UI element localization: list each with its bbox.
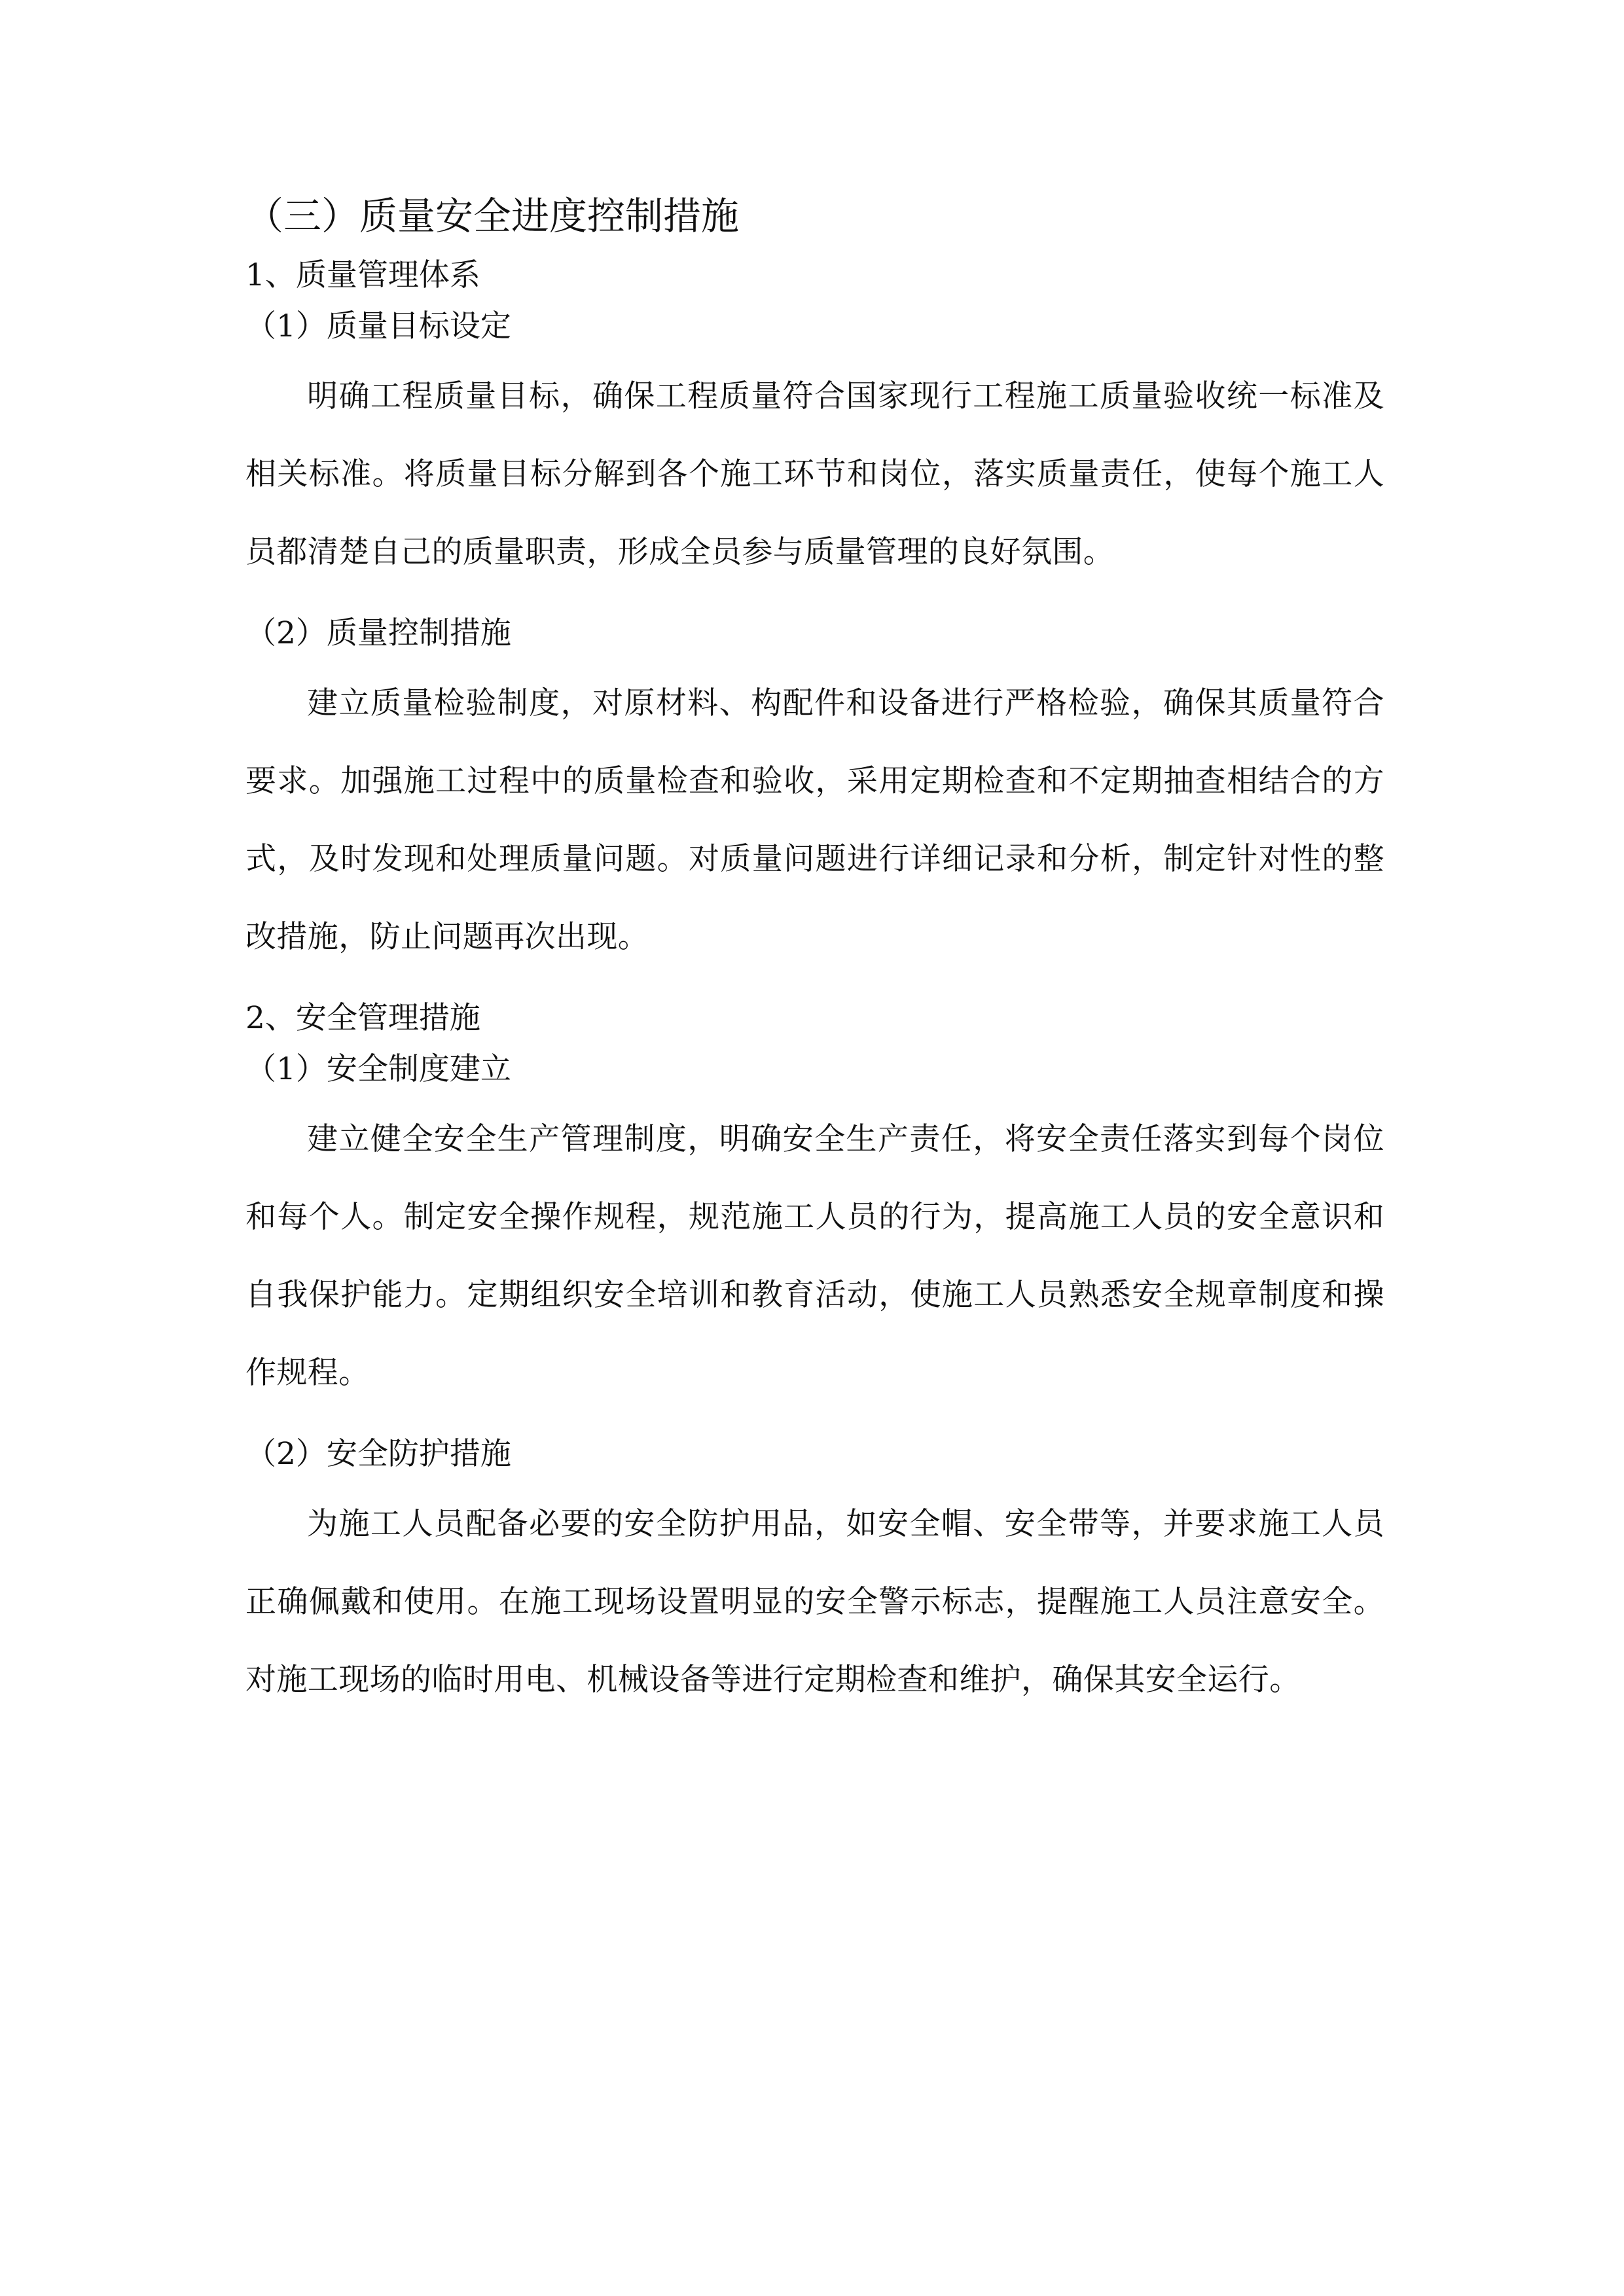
subsection-heading-quality-control: （2）质量控制措施 — [245, 615, 511, 651]
paragraph-safety-protection: 为施工人员配备必要的安全防护用品，如安全帽、安全带等，并要求施工人员正确佩戴和使用。在施工现场设置明显的安全警示标志，提醒施工人员注意安全。对施工现场的临时用电、机械设备等进行定期检查和维护，确保其安全运行。 — [245, 1506, 1384, 1698]
subsection-heading-safety-protection: （2）安全防护措施 — [245, 1436, 511, 1472]
section-heading-safety: 2、安全管理措施 — [245, 1000, 480, 1036]
subsection-heading-quality-goal: （1）质量目标设定 — [245, 308, 511, 344]
subsection-heading-safety-system: （1）安全制度建立 — [245, 1051, 511, 1087]
document-title: （三）质量安全进度控制措施 — [245, 194, 740, 238]
paragraph-quality-goal: 明确工程质量目标，确保工程质量符合国家现行工程施工质量验收统一标准及相关标准。将质量目标分解到各个施工环节和岗位，落实质量责任，使每个施工人员都清楚自己的质量职责，形成全员参与质量管理的良好氛围。 — [245, 378, 1384, 570]
paragraph-quality-control: 建立质量检验制度，对原材料、构配件和设备进行严格检验，确保其质量符合要求。加强施工过程中的质量检查和验收，采用定期检查和不定期抽查相结合的方式，及时发现和处理质量问题。对质量问题进行详细记录和分析，制定针对性的整改措施，防止问题再次出现。 — [245, 685, 1384, 955]
document-body — [245, 190, 1384, 1740]
section-heading-quality: 1、质量管理体系 — [245, 257, 480, 293]
paragraph-safety-system: 建立健全安全生产管理制度，明确安全生产责任，将安全责任落实到每个岗位和每个人。制定安全操作规程，规范施工人员的行为，提高施工人员的安全意识和自我保护能力。定期组织安全培训和教育活动，使施工人员熟悉安全规章制度和操作规程。 — [245, 1121, 1384, 1391]
